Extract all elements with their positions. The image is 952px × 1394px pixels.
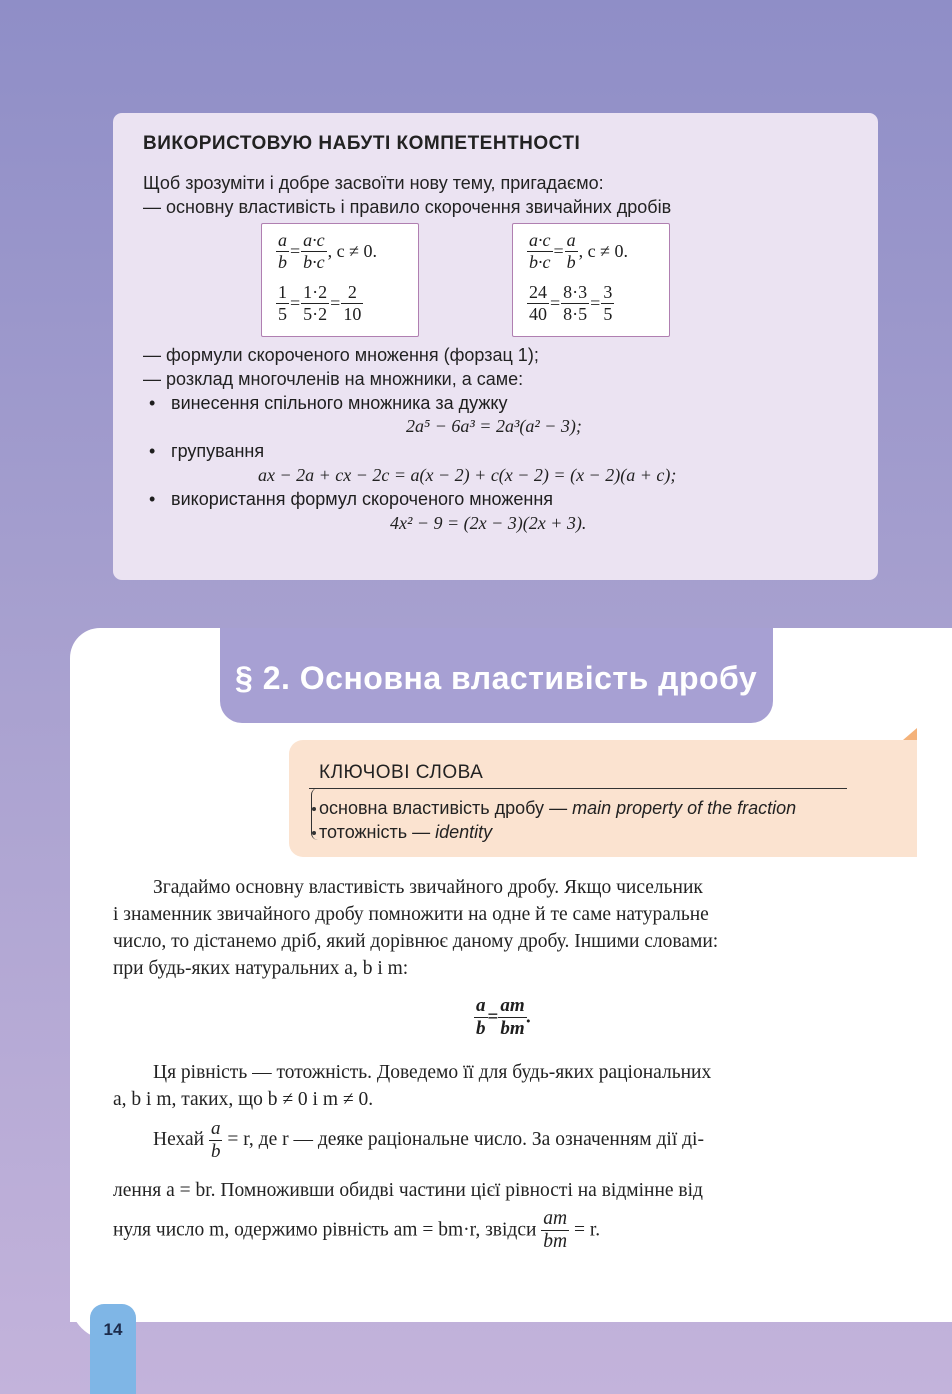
fraction-row: $\frac{a}{b}$ = $\frac{a\cdot c}{b\cdot c}$ , c ≠ 0. bbox=[278, 230, 378, 272]
bullet-2: • групування bbox=[151, 441, 264, 462]
competencies-box bbox=[113, 113, 878, 580]
keywords-divider bbox=[309, 788, 847, 789]
keyword-item: основна властивість дробу — main property of the fraction bbox=[319, 798, 797, 818]
keywords-title: КЛЮЧОВІ СЛОВА bbox=[319, 762, 484, 783]
formula-2: ax − 2a + cx − 2c = a(x − 2) + c(x − 2) = (x − 2)(a + c); bbox=[258, 465, 677, 485]
keyword-item: тотожність — identity bbox=[319, 822, 493, 842]
box-intro: Щоб зрозуміти і добре засвоїти нову тему, пригадаємо: bbox=[143, 173, 604, 193]
keywords-corner bbox=[903, 728, 917, 740]
bullet-3: • використання формул скороченого множення bbox=[151, 489, 553, 510]
page-number-tab bbox=[90, 1304, 136, 1394]
fraction-row: $\frac{24}{40}$ = $\frac{8\cdot 3}{8\cdot 5}$ = $\frac{3}{5}$ bbox=[529, 282, 613, 324]
fraction-row: $\frac{1}{5}$ = $\frac{1\cdot 2}{5\cdot 2}$ = $\frac{2}{10}$ bbox=[278, 282, 362, 324]
formula-3: 4x² − 9 = (2x − 3)(2x + 3). bbox=[390, 513, 587, 533]
fraction-row: $\frac{a\cdot c}{b\cdot c}$ = $\frac{a}{b}$ , c ≠ 0. bbox=[529, 230, 629, 272]
section-title: § 2. Основна властивість дробу bbox=[235, 660, 758, 696]
bullet-1: • винесення спільного множника за дужку bbox=[151, 393, 508, 414]
identity-formula: $\frac{a}{b}$ = $\frac{am}{bm}$ . bbox=[476, 995, 532, 1039]
fraction-box-left bbox=[261, 223, 419, 337]
box-item-1: — основну властивість і правило скорочення звичайних дробів bbox=[143, 197, 672, 217]
box-item-2: — формули скороченого множення (форзац 1); bbox=[143, 345, 539, 365]
box-title: ВИКОРИСТОВУЮ НАБУТІ КОМПЕТЕНТНОСТІ bbox=[143, 133, 581, 154]
paragraph-3: Нехай $\frac{a}{b}$ = r, де r — деяке раціональне число. За означенням дії ді- лення a = br. Помноживши обидві частини цієї рівності на відмінне від нуля число m, одержимо рівність am = bm·r, звідси $\frac{am}{bm}$ = r. bbox=[113, 1118, 704, 1253]
paragraph-2: Ця рівність — тотожність. Доведемо її для будь-яких раціональних a, b і m, таких, що b ≠ 0 і m ≠ 0. bbox=[113, 1062, 712, 1110]
page-number: 14 bbox=[103, 1320, 123, 1339]
formula-1: 2a⁵ − 6a³ = 2a³(a² − 3); bbox=[406, 416, 582, 436]
fraction-box-right bbox=[512, 223, 670, 337]
box-item-3: — розклад многочленів на множники, а саме: bbox=[143, 369, 524, 389]
paragraph-1: Згадаймо основну властивість звичайного дробу. Якщо чисельник і знаменник звичайного дробу помножити на одне й те саме натуральне число, то дістанемо дріб, який дорівнює даному дробу. Іншими словами: при будь-яких натуральних a, b і m: bbox=[113, 877, 719, 979]
keywords-box bbox=[289, 740, 917, 857]
